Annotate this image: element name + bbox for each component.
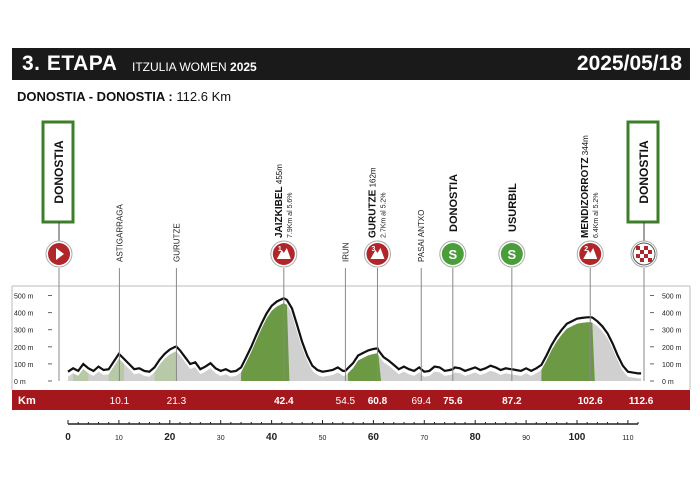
- x-axis-label: 0: [65, 432, 71, 443]
- race-name: ITZULIA WOMEN 2025: [132, 60, 257, 74]
- checker-cell: [640, 258, 644, 262]
- climb-altitude: 344m: [581, 135, 591, 158]
- y-axis-label-left: 400 m: [14, 310, 34, 318]
- point-name: USURBIL: [506, 183, 519, 232]
- climb-name-text: GURUTZE: [367, 189, 379, 238]
- km-mark: 87.2: [502, 396, 522, 407]
- route-name: DONOSTIA - DONOSTIA :: [17, 89, 173, 104]
- climb-info: 7.9Km al 5.6%: [286, 192, 294, 238]
- km-mark: 75.6: [443, 396, 463, 407]
- point-name: IRUN: [341, 242, 351, 262]
- point-name: PASAI ANTXO: [417, 209, 427, 262]
- climb-name: [580, 135, 591, 238]
- climb-altitude: 162m: [368, 167, 378, 190]
- x-axis-label: 10: [115, 435, 123, 442]
- y-axis-label-left: 500 m: [14, 293, 34, 301]
- finish-flag-icon: [633, 243, 655, 265]
- checker-cell: [644, 254, 648, 258]
- stage-title: 3. ETAPA: [22, 52, 118, 75]
- x-axis-label: 20: [164, 432, 176, 443]
- km-mark: 60.8: [367, 396, 388, 407]
- x-axis-label: 80: [469, 432, 481, 443]
- x-axis-label: 30: [216, 435, 225, 442]
- y-axis-label-right: 500 m: [662, 293, 682, 301]
- y-axis-label-left: 0 m: [14, 379, 26, 386]
- sprint-badge: S: [448, 247, 458, 262]
- climb-shade: [348, 353, 381, 381]
- km-mark: 42.4: [274, 396, 294, 407]
- checker-cell: [648, 250, 652, 254]
- y-axis-label-right: 0 m: [662, 379, 674, 386]
- point-name: GURUTZE: [172, 223, 182, 262]
- x-axis-label: 40: [266, 432, 278, 443]
- race-year: 2025: [230, 60, 257, 74]
- climb-info: 2.7Km al 5.2%: [380, 192, 388, 238]
- route-distance: 112.6 Km: [176, 89, 232, 104]
- point-name: DONOSTIA: [447, 173, 460, 232]
- climb-name-text: JAIZKIBEL: [273, 186, 285, 238]
- y-axis-label-left: 100 m: [14, 361, 34, 369]
- x-axis-label: 70: [420, 435, 429, 442]
- km-label: Km: [18, 395, 36, 407]
- checker-cell: [644, 246, 648, 250]
- km-mark: 10.1: [109, 396, 130, 407]
- km-mark: 69.4: [411, 396, 431, 407]
- stage-date: 2025/05/18: [576, 52, 682, 75]
- climb-category: 2: [584, 246, 589, 253]
- checker-cell: [636, 246, 640, 250]
- km-mark: 21.3: [166, 396, 187, 407]
- km-mark: 54.5: [335, 396, 356, 407]
- checker-cell: [636, 254, 640, 258]
- climb-altitude: 455m: [274, 164, 284, 187]
- point-name: ASTIGARRAGA: [115, 204, 125, 262]
- y-axis-label-left: 200 m: [14, 344, 34, 352]
- climb-shade: [155, 352, 178, 381]
- checker-cell: [640, 250, 644, 254]
- y-axis-label-right: 200 m: [662, 344, 682, 352]
- climb-category: 3: [371, 246, 376, 253]
- km-mark: 102.6: [577, 396, 603, 407]
- x-axis-label: 90: [522, 435, 530, 442]
- climb-info: 6.4Km al 5.2%: [593, 192, 601, 238]
- km-mark: 112.6: [628, 396, 654, 407]
- point-name: DONOSTIA: [52, 140, 66, 204]
- x-axis-label: 50: [318, 435, 327, 442]
- x-axis-label: 100: [568, 432, 586, 443]
- climb-name-text: MENDIZORROTZ: [580, 157, 592, 238]
- checker-cell: [648, 258, 652, 262]
- y-axis-label-right: 100 m: [662, 361, 682, 369]
- sprint-badge: S: [507, 247, 517, 262]
- point-name: DONOSTIA: [637, 140, 651, 204]
- x-axis-label: 110: [622, 435, 634, 442]
- y-axis-label-right: 300 m: [662, 327, 682, 335]
- climb-category: 1: [277, 246, 282, 253]
- y-axis-label-left: 300 m: [14, 327, 34, 335]
- climb-name: [274, 164, 285, 238]
- x-axis-label: 60: [367, 432, 379, 443]
- y-axis-label-right: 400 m: [662, 310, 682, 318]
- climb-name: [367, 167, 378, 238]
